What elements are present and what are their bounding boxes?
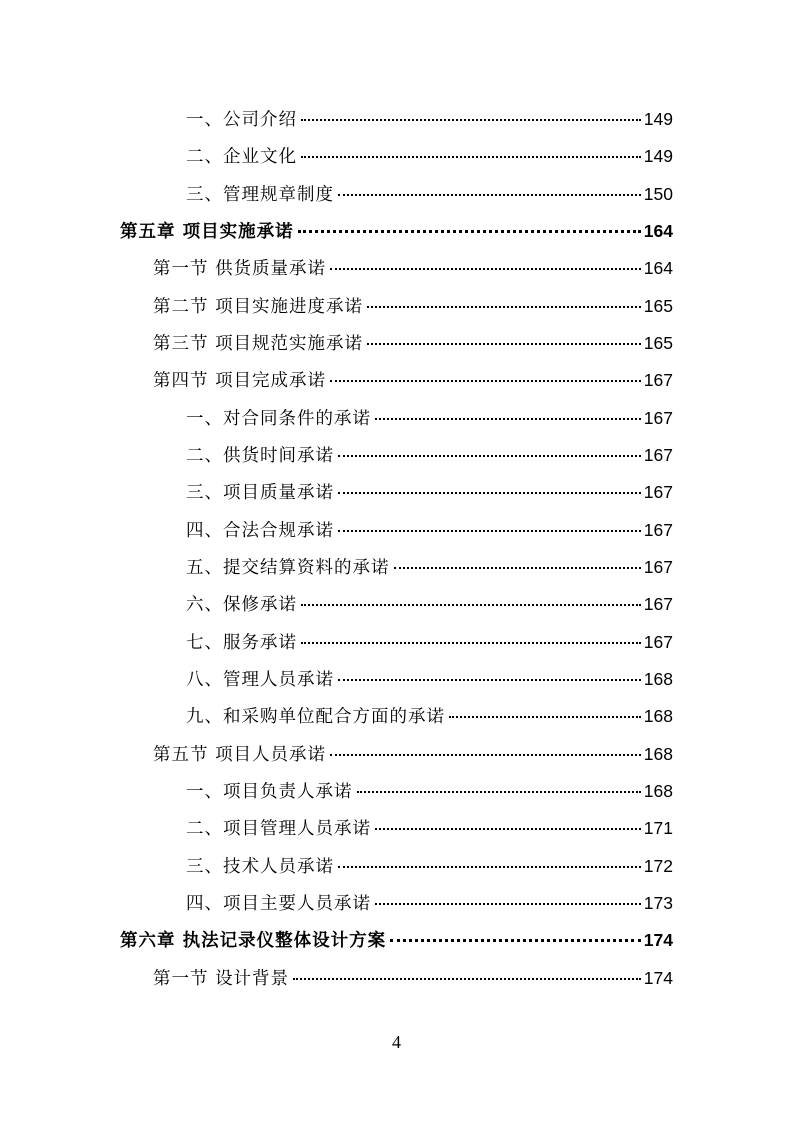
toc-dot-leader xyxy=(330,754,641,756)
toc-entry[interactable] xyxy=(186,440,673,470)
toc-dot-leader xyxy=(449,716,641,718)
toc-entry-title: 三、项目质量承诺 xyxy=(186,483,334,503)
toc-entry-page: 168 xyxy=(643,706,673,726)
toc-entry-title: 二、企业文化 xyxy=(186,147,297,167)
toc-dot-leader xyxy=(301,156,641,158)
toc-entry-page: 164 xyxy=(643,221,673,241)
toc-section-entry[interactable] xyxy=(153,739,673,769)
toc-entry-page: 168 xyxy=(643,781,673,801)
toc-entry-page: 149 xyxy=(643,109,673,129)
toc-entry-page: 165 xyxy=(643,296,673,316)
toc-section-entry[interactable] xyxy=(153,291,673,321)
toc-entry-page: 164 xyxy=(643,258,673,278)
toc-entry-page: 167 xyxy=(643,520,673,540)
toc-dot-leader xyxy=(375,903,641,905)
toc-entry[interactable] xyxy=(186,477,673,507)
toc-entry-title: 二、供货时间承诺 xyxy=(186,446,334,466)
toc-entry[interactable] xyxy=(186,813,673,843)
toc-entry-page: 172 xyxy=(643,856,673,876)
toc-entry-title: 第三节 项目规范实施承诺 xyxy=(153,334,364,354)
toc-dot-leader xyxy=(330,268,641,270)
toc-entry-title: 第一节 设计背景 xyxy=(153,969,290,989)
page-number: 4 xyxy=(392,1032,401,1052)
toc-entry[interactable] xyxy=(186,403,673,433)
toc-entry-page: 171 xyxy=(643,818,673,838)
toc-entry-title: 第五节 项目人员承诺 xyxy=(153,745,327,765)
toc-dot-leader xyxy=(338,194,641,196)
toc-entry-page: 173 xyxy=(643,893,673,913)
toc-entry-title: 四、合法合规承诺 xyxy=(186,521,334,541)
toc-dot-leader xyxy=(338,679,641,681)
toc-entry-title: 第二节 项目实施进度承诺 xyxy=(153,297,364,317)
toc-entry[interactable] xyxy=(186,552,673,582)
toc-dot-leader xyxy=(367,343,641,345)
toc-dot-leader xyxy=(357,791,641,793)
toc-entry-title: 六、保修承诺 xyxy=(186,595,297,615)
toc-section-entry[interactable] xyxy=(153,963,673,993)
toc-dot-leader xyxy=(338,530,641,532)
toc-entry-page: 149 xyxy=(643,146,673,166)
toc-entry-page: 167 xyxy=(643,594,673,614)
toc-dot-leader xyxy=(338,455,641,457)
toc-section-entry[interactable] xyxy=(153,253,673,283)
toc-entry-title: 第四节 项目完成承诺 xyxy=(153,371,327,391)
toc-entry-page: 167 xyxy=(643,632,673,652)
toc-dot-leader xyxy=(293,978,641,980)
toc-entry-title: 二、项目管理人员承诺 xyxy=(186,819,371,839)
toc-dot-leader xyxy=(390,939,641,942)
toc-entry-page: 168 xyxy=(643,744,673,764)
toc-entry[interactable] xyxy=(186,515,673,545)
toc-dot-leader xyxy=(330,380,641,382)
toc-entry-title: 九、和采购单位配合方面的承诺 xyxy=(186,707,445,727)
toc-entry-page: 168 xyxy=(643,669,673,689)
toc-entry-title: 八、管理人员承诺 xyxy=(186,670,334,690)
toc-entry[interactable] xyxy=(186,627,673,657)
toc-chapter-entry[interactable] xyxy=(120,925,673,955)
toc-entry-page: 165 xyxy=(643,333,673,353)
toc-entry[interactable] xyxy=(186,888,673,918)
toc-entry-page: 167 xyxy=(643,482,673,502)
toc-dot-leader xyxy=(375,828,641,830)
toc-entry-title: 第一节 供货质量承诺 xyxy=(153,259,327,279)
toc-entry-page: 167 xyxy=(643,557,673,577)
toc-entry[interactable] xyxy=(186,104,673,134)
toc-entry[interactable] xyxy=(186,664,673,694)
toc-dot-leader xyxy=(301,119,641,121)
toc-dot-leader xyxy=(394,567,641,569)
toc-entry-title: 第六章 执法记录仪整体设计方案 xyxy=(120,931,387,951)
toc-dot-leader xyxy=(298,230,641,233)
toc-entry-title: 三、管理规章制度 xyxy=(186,185,334,205)
toc-entry-page: 167 xyxy=(643,445,673,465)
toc-entry-title: 一、公司介绍 xyxy=(186,110,297,130)
toc-entry-page: 167 xyxy=(643,370,673,390)
toc-entry-title: 一、项目负责人承诺 xyxy=(186,782,353,802)
toc-entry-title: 五、提交结算资料的承诺 xyxy=(186,558,390,578)
toc-section-entry[interactable] xyxy=(153,328,673,358)
toc-entry-title: 一、对合同条件的承诺 xyxy=(186,409,371,429)
toc-section-entry[interactable] xyxy=(153,365,673,395)
toc-entry-page: 167 xyxy=(643,408,673,428)
toc-dot-leader xyxy=(375,418,641,420)
toc-dot-leader xyxy=(367,306,641,308)
toc-entry[interactable] xyxy=(186,776,673,806)
toc-dot-leader xyxy=(301,604,641,606)
toc-entry[interactable] xyxy=(186,589,673,619)
toc-entry-page: 150 xyxy=(643,184,673,204)
toc-entry[interactable] xyxy=(186,179,673,209)
toc-entry-page: 174 xyxy=(643,968,673,988)
toc-entry-page: 174 xyxy=(643,930,673,950)
toc-dot-leader xyxy=(338,492,641,494)
toc-entry[interactable] xyxy=(186,701,673,731)
toc-entry-title: 三、技术人员承诺 xyxy=(186,857,334,877)
toc-entry-title: 第五章 项目实施承诺 xyxy=(120,222,294,242)
toc-dot-leader xyxy=(301,642,641,644)
toc-dot-leader xyxy=(338,866,641,868)
toc-entry-title: 四、项目主要人员承诺 xyxy=(186,894,371,914)
toc-entry[interactable] xyxy=(186,851,673,881)
toc-chapter-entry[interactable] xyxy=(120,216,673,246)
toc-entry-title: 七、服务承诺 xyxy=(186,633,297,653)
toc-entry[interactable] xyxy=(186,141,673,171)
